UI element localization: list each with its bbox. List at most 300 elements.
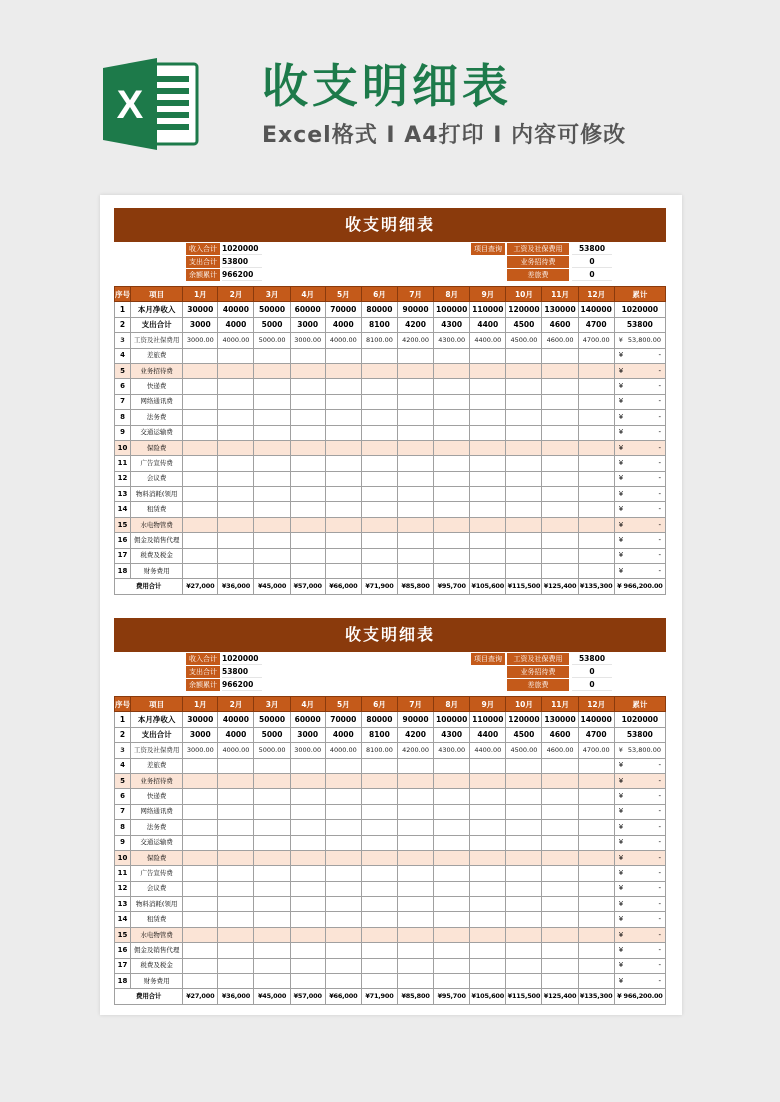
month-cell[interactable]: 5000.00 [254, 333, 290, 348]
month-cell[interactable] [470, 773, 506, 788]
month-cell[interactable] [434, 502, 470, 517]
month-cell[interactable] [434, 394, 470, 409]
month-cell[interactable] [506, 425, 542, 440]
month-cell[interactable]: 4700.00 [578, 333, 614, 348]
month-cell[interactable] [361, 789, 397, 804]
month-cell[interactable] [361, 410, 397, 425]
month-cell[interactable] [290, 517, 325, 532]
month-cell[interactable] [470, 471, 506, 486]
month-cell[interactable] [254, 379, 290, 394]
month-cell[interactable] [361, 943, 397, 958]
month-cell[interactable] [183, 974, 218, 989]
month-cell[interactable] [254, 410, 290, 425]
month-cell[interactable] [183, 471, 218, 486]
month-cell[interactable]: 80000 [361, 712, 397, 727]
month-cell[interactable]: 60000 [290, 302, 325, 317]
month-cell[interactable] [325, 958, 361, 973]
month-cell[interactable] [578, 548, 614, 563]
month-cell[interactable] [218, 881, 254, 896]
month-cell[interactable] [578, 394, 614, 409]
month-cell[interactable]: 4400 [470, 317, 506, 332]
month-cell[interactable] [434, 789, 470, 804]
month-cell[interactable] [183, 789, 218, 804]
month-cell[interactable] [542, 456, 578, 471]
month-cell[interactable] [542, 379, 578, 394]
month-cell[interactable] [470, 820, 506, 835]
month-cell[interactable] [218, 471, 254, 486]
month-cell[interactable]: 110000 [470, 712, 506, 727]
month-cell[interactable] [361, 348, 397, 363]
month-cell[interactable] [434, 548, 470, 563]
month-cell[interactable]: 90000 [397, 712, 433, 727]
month-cell[interactable]: 40000 [218, 302, 254, 317]
month-cell[interactable] [578, 820, 614, 835]
month-cell[interactable]: 100000 [434, 302, 470, 317]
month-cell[interactable] [254, 471, 290, 486]
month-cell[interactable] [183, 548, 218, 563]
month-cell[interactable] [254, 425, 290, 440]
month-cell[interactable] [361, 974, 397, 989]
month-cell[interactable] [470, 866, 506, 881]
month-cell[interactable]: 4200 [397, 727, 433, 742]
month-cell[interactable] [578, 850, 614, 865]
month-cell[interactable]: 8100 [361, 727, 397, 742]
month-cell[interactable] [218, 410, 254, 425]
query-item-label[interactable]: 差旅费 [507, 679, 569, 691]
month-cell[interactable] [506, 958, 542, 973]
month-cell[interactable] [397, 425, 433, 440]
month-cell[interactable] [218, 394, 254, 409]
month-cell[interactable]: 4400.00 [470, 333, 506, 348]
month-cell[interactable]: 100000 [434, 712, 470, 727]
month-cell[interactable] [434, 440, 470, 455]
month-cell[interactable]: 3000 [183, 727, 218, 742]
month-cell[interactable] [290, 379, 325, 394]
month-cell[interactable] [325, 348, 361, 363]
month-cell[interactable] [183, 897, 218, 912]
month-cell[interactable] [183, 943, 218, 958]
month-cell[interactable] [397, 533, 433, 548]
month-cell[interactable] [361, 835, 397, 850]
month-cell[interactable] [434, 804, 470, 819]
month-cell[interactable] [506, 881, 542, 896]
month-cell[interactable] [470, 379, 506, 394]
month-cell[interactable] [218, 348, 254, 363]
month-cell[interactable] [361, 850, 397, 865]
month-cell[interactable]: 4500 [506, 317, 542, 332]
query-item-label[interactable]: 差旅费 [507, 269, 569, 281]
month-cell[interactable] [183, 804, 218, 819]
month-cell[interactable] [183, 348, 218, 363]
month-cell[interactable] [325, 773, 361, 788]
month-cell[interactable] [218, 758, 254, 773]
month-cell[interactable] [397, 804, 433, 819]
month-cell[interactable] [254, 533, 290, 548]
month-cell[interactable] [434, 835, 470, 850]
month-cell[interactable] [183, 410, 218, 425]
month-cell[interactable]: 140000 [578, 712, 614, 727]
month-cell[interactable] [183, 835, 218, 850]
month-cell[interactable] [542, 758, 578, 773]
month-cell[interactable] [578, 379, 614, 394]
month-cell[interactable] [218, 927, 254, 942]
month-cell[interactable] [361, 471, 397, 486]
month-cell[interactable] [254, 502, 290, 517]
month-cell[interactable] [325, 789, 361, 804]
month-cell[interactable] [470, 533, 506, 548]
month-cell[interactable] [290, 850, 325, 865]
month-cell[interactable] [542, 548, 578, 563]
month-cell[interactable] [397, 410, 433, 425]
month-cell[interactable] [542, 363, 578, 378]
month-cell[interactable] [183, 440, 218, 455]
month-cell[interactable] [542, 943, 578, 958]
month-cell[interactable] [542, 804, 578, 819]
month-cell[interactable]: 8100.00 [361, 743, 397, 758]
month-cell[interactable] [470, 758, 506, 773]
month-cell[interactable] [397, 379, 433, 394]
month-cell[interactable]: 4600 [542, 317, 578, 332]
month-cell[interactable]: 130000 [542, 302, 578, 317]
month-cell[interactable] [542, 881, 578, 896]
month-cell[interactable] [218, 379, 254, 394]
month-cell[interactable] [183, 866, 218, 881]
month-cell[interactable] [325, 758, 361, 773]
month-cell[interactable] [434, 517, 470, 532]
month-cell[interactable] [325, 548, 361, 563]
month-cell[interactable] [183, 927, 218, 942]
month-cell[interactable] [290, 943, 325, 958]
month-cell[interactable] [542, 502, 578, 517]
month-cell[interactable] [183, 517, 218, 532]
month-cell[interactable]: 70000 [325, 712, 361, 727]
month-cell[interactable] [542, 958, 578, 973]
month-cell[interactable] [361, 363, 397, 378]
month-cell[interactable] [470, 348, 506, 363]
month-cell[interactable] [361, 548, 397, 563]
month-cell[interactable] [578, 456, 614, 471]
month-cell[interactable] [470, 927, 506, 942]
month-cell[interactable] [506, 471, 542, 486]
month-cell[interactable]: 30000 [183, 712, 218, 727]
month-cell[interactable]: 3000.00 [290, 743, 325, 758]
month-cell[interactable] [542, 394, 578, 409]
month-cell[interactable] [506, 410, 542, 425]
query-item-label[interactable]: 业务招待费 [507, 666, 569, 678]
month-cell[interactable] [218, 773, 254, 788]
month-cell[interactable]: 4400.00 [470, 743, 506, 758]
month-cell[interactable] [470, 456, 506, 471]
month-cell[interactable] [325, 804, 361, 819]
month-cell[interactable] [361, 927, 397, 942]
month-cell[interactable]: 4000 [218, 727, 254, 742]
month-cell[interactable] [183, 394, 218, 409]
month-cell[interactable]: 4000.00 [325, 743, 361, 758]
month-cell[interactable] [542, 866, 578, 881]
month-cell[interactable]: 3000.00 [183, 333, 218, 348]
month-cell[interactable] [506, 517, 542, 532]
month-cell[interactable] [218, 943, 254, 958]
month-cell[interactable] [397, 564, 433, 579]
month-cell[interactable] [434, 425, 470, 440]
month-cell[interactable] [254, 564, 290, 579]
month-cell[interactable] [183, 820, 218, 835]
month-cell[interactable]: 50000 [254, 302, 290, 317]
month-cell[interactable] [434, 410, 470, 425]
month-cell[interactable] [397, 363, 433, 378]
month-cell[interactable] [470, 502, 506, 517]
month-cell[interactable] [542, 425, 578, 440]
month-cell[interactable] [470, 974, 506, 989]
month-cell[interactable] [254, 548, 290, 563]
month-cell[interactable] [578, 758, 614, 773]
month-cell[interactable] [218, 487, 254, 502]
month-cell[interactable] [290, 548, 325, 563]
month-cell[interactable] [506, 363, 542, 378]
month-cell[interactable] [470, 804, 506, 819]
month-cell[interactable] [325, 363, 361, 378]
month-cell[interactable] [397, 974, 433, 989]
month-cell[interactable] [325, 502, 361, 517]
month-cell[interactable] [290, 835, 325, 850]
month-cell[interactable] [254, 517, 290, 532]
month-cell[interactable] [470, 912, 506, 927]
month-cell[interactable] [361, 394, 397, 409]
month-cell[interactable]: 5000 [254, 317, 290, 332]
month-cell[interactable] [361, 564, 397, 579]
month-cell[interactable] [325, 379, 361, 394]
month-cell[interactable] [290, 533, 325, 548]
month-cell[interactable] [218, 564, 254, 579]
month-cell[interactable] [290, 773, 325, 788]
month-cell[interactable] [325, 456, 361, 471]
month-cell[interactable] [434, 379, 470, 394]
month-cell[interactable]: 4000 [325, 727, 361, 742]
query-item-label[interactable]: 工资及社保费用 [507, 243, 569, 255]
month-cell[interactable]: 3000 [290, 317, 325, 332]
month-cell[interactable] [325, 820, 361, 835]
month-cell[interactable] [542, 974, 578, 989]
month-cell[interactable] [218, 850, 254, 865]
month-cell[interactable]: 4400 [470, 727, 506, 742]
month-cell[interactable] [361, 804, 397, 819]
month-cell[interactable]: 4000.00 [218, 743, 254, 758]
month-cell[interactable] [254, 363, 290, 378]
month-cell[interactable]: 140000 [578, 302, 614, 317]
month-cell[interactable] [578, 502, 614, 517]
month-cell[interactable]: 130000 [542, 712, 578, 727]
month-cell[interactable]: 4700 [578, 727, 614, 742]
month-cell[interactable] [578, 835, 614, 850]
month-cell[interactable] [470, 394, 506, 409]
month-cell[interactable] [325, 897, 361, 912]
month-cell[interactable] [361, 881, 397, 896]
month-cell[interactable]: 40000 [218, 712, 254, 727]
month-cell[interactable] [361, 758, 397, 773]
month-cell[interactable] [361, 820, 397, 835]
month-cell[interactable] [578, 943, 614, 958]
month-cell[interactable] [434, 471, 470, 486]
month-cell[interactable] [325, 912, 361, 927]
month-cell[interactable] [506, 533, 542, 548]
month-cell[interactable] [397, 517, 433, 532]
month-cell[interactable] [254, 804, 290, 819]
month-cell[interactable] [542, 471, 578, 486]
month-cell[interactable] [397, 927, 433, 942]
month-cell[interactable] [254, 440, 290, 455]
month-cell[interactable] [506, 773, 542, 788]
month-cell[interactable] [434, 912, 470, 927]
month-cell[interactable] [290, 348, 325, 363]
month-cell[interactable] [542, 517, 578, 532]
month-cell[interactable] [397, 348, 433, 363]
month-cell[interactable]: 4500.00 [506, 743, 542, 758]
month-cell[interactable]: 4300 [434, 727, 470, 742]
month-cell[interactable] [290, 897, 325, 912]
month-cell[interactable] [578, 517, 614, 532]
month-cell[interactable] [506, 440, 542, 455]
month-cell[interactable] [361, 912, 397, 927]
month-cell[interactable] [183, 425, 218, 440]
month-cell[interactable]: 4200 [397, 317, 433, 332]
month-cell[interactable] [254, 850, 290, 865]
month-cell[interactable]: 4000 [218, 317, 254, 332]
month-cell[interactable] [254, 927, 290, 942]
month-cell[interactable] [578, 471, 614, 486]
month-cell[interactable] [506, 456, 542, 471]
month-cell[interactable] [218, 363, 254, 378]
month-cell[interactable] [325, 564, 361, 579]
month-cell[interactable] [361, 379, 397, 394]
month-cell[interactable]: 4300.00 [434, 333, 470, 348]
month-cell[interactable] [542, 410, 578, 425]
month-cell[interactable] [506, 348, 542, 363]
month-cell[interactable] [506, 564, 542, 579]
month-cell[interactable] [325, 881, 361, 896]
month-cell[interactable] [183, 564, 218, 579]
month-cell[interactable] [578, 789, 614, 804]
month-cell[interactable]: 3000 [183, 317, 218, 332]
month-cell[interactable]: 5000 [254, 727, 290, 742]
month-cell[interactable] [397, 850, 433, 865]
month-cell[interactable] [397, 502, 433, 517]
month-cell[interactable] [254, 820, 290, 835]
month-cell[interactable] [506, 758, 542, 773]
month-cell[interactable] [361, 958, 397, 973]
month-cell[interactable] [542, 820, 578, 835]
month-cell[interactable]: 8100.00 [361, 333, 397, 348]
month-cell[interactable] [325, 974, 361, 989]
month-cell[interactable] [578, 897, 614, 912]
month-cell[interactable] [218, 789, 254, 804]
month-cell[interactable] [506, 804, 542, 819]
month-cell[interactable] [290, 471, 325, 486]
month-cell[interactable] [361, 897, 397, 912]
month-cell[interactable] [506, 548, 542, 563]
month-cell[interactable] [218, 804, 254, 819]
month-cell[interactable] [254, 456, 290, 471]
month-cell[interactable] [506, 487, 542, 502]
month-cell[interactable] [183, 456, 218, 471]
month-cell[interactable] [470, 517, 506, 532]
month-cell[interactable]: 4000 [325, 317, 361, 332]
month-cell[interactable] [434, 866, 470, 881]
month-cell[interactable] [325, 835, 361, 850]
month-cell[interactable]: 4300 [434, 317, 470, 332]
month-cell[interactable] [542, 487, 578, 502]
month-cell[interactable] [218, 820, 254, 835]
month-cell[interactable] [470, 835, 506, 850]
month-cell[interactable] [578, 533, 614, 548]
month-cell[interactable] [397, 440, 433, 455]
month-cell[interactable] [218, 533, 254, 548]
month-cell[interactable] [506, 850, 542, 865]
month-cell[interactable]: 3000 [290, 727, 325, 742]
query-item-label[interactable]: 业务招待费 [507, 256, 569, 268]
month-cell[interactable]: 4500 [506, 727, 542, 742]
month-cell[interactable] [361, 773, 397, 788]
month-cell[interactable]: 80000 [361, 302, 397, 317]
month-cell[interactable] [218, 958, 254, 973]
month-cell[interactable] [470, 850, 506, 865]
month-cell[interactable] [254, 958, 290, 973]
month-cell[interactable] [470, 943, 506, 958]
month-cell[interactable] [218, 912, 254, 927]
month-cell[interactable] [325, 517, 361, 532]
month-cell[interactable] [290, 912, 325, 927]
month-cell[interactable] [397, 958, 433, 973]
month-cell[interactable] [397, 866, 433, 881]
month-cell[interactable] [506, 897, 542, 912]
month-cell[interactable]: 4600.00 [542, 333, 578, 348]
month-cell[interactable] [254, 758, 290, 773]
month-cell[interactable] [397, 456, 433, 471]
month-cell[interactable] [397, 548, 433, 563]
month-cell[interactable]: 4000.00 [218, 333, 254, 348]
month-cell[interactable] [542, 789, 578, 804]
month-cell[interactable] [361, 533, 397, 548]
month-cell[interactable] [218, 440, 254, 455]
month-cell[interactable]: 4600 [542, 727, 578, 742]
month-cell[interactable] [397, 773, 433, 788]
month-cell[interactable]: 4600.00 [542, 743, 578, 758]
month-cell[interactable] [542, 897, 578, 912]
month-cell[interactable] [254, 912, 290, 927]
month-cell[interactable] [397, 820, 433, 835]
month-cell[interactable] [254, 835, 290, 850]
month-cell[interactable] [254, 394, 290, 409]
month-cell[interactable] [290, 363, 325, 378]
month-cell[interactable] [290, 440, 325, 455]
month-cell[interactable] [218, 456, 254, 471]
month-cell[interactable] [183, 533, 218, 548]
month-cell[interactable] [506, 943, 542, 958]
month-cell[interactable] [434, 820, 470, 835]
month-cell[interactable] [183, 487, 218, 502]
month-cell[interactable]: 4700.00 [578, 743, 614, 758]
month-cell[interactable] [542, 440, 578, 455]
month-cell[interactable] [578, 974, 614, 989]
month-cell[interactable] [470, 881, 506, 896]
month-cell[interactable] [290, 804, 325, 819]
month-cell[interactable] [325, 866, 361, 881]
month-cell[interactable] [578, 912, 614, 927]
month-cell[interactable] [361, 440, 397, 455]
month-cell[interactable] [434, 348, 470, 363]
month-cell[interactable] [542, 927, 578, 942]
month-cell[interactable] [397, 912, 433, 927]
month-cell[interactable] [434, 487, 470, 502]
